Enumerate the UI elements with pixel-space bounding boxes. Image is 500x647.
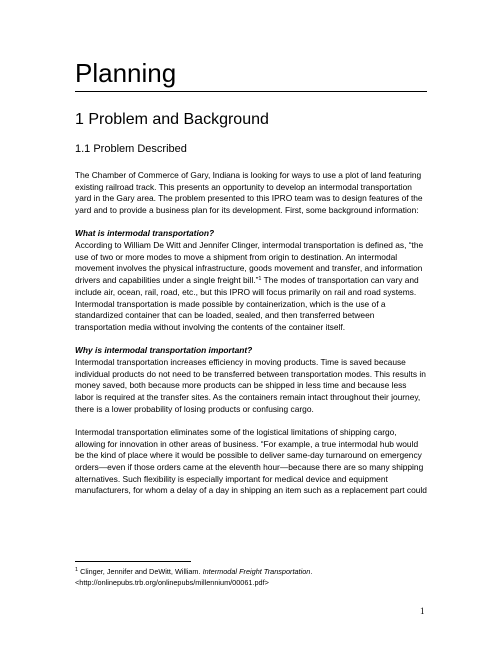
question-heading-why: Why is intermodal transportation important?	[75, 345, 253, 356]
question-heading-what: What is intermodal transportation?	[75, 228, 215, 239]
logistics-paragraph: Intermodal transportation eliminates some of the logistical limitations of shipping cargo, allowing for innovation in other areas of business. “For example, a true intermodal hub would be the kind of place where it would be possible to deliver same-day turnaround on emergency orders—even if those orders came at the eleventh hour—because there are so many shipping alternatives. Such flexibility is especially important for medical device and equipment manufacturers, for whom a delay of a day in shipping an item such as a replacement part could	[75, 426, 427, 496]
subsection-heading: 1.1 Problem Described	[75, 143, 187, 155]
footnote-title: Intermodal Freight Transportation	[202, 567, 311, 576]
footnote	[75, 567, 427, 588]
footnote-reference[interactable]: 1	[258, 276, 262, 283]
definition-text-continued: The modes of transportation can vary and include air, ocean, rail, road, etc., but this IPRO will focus primarily on rail and road systems. Intermodal transportation is made possible by containerization, which is the use of a standardized container that can be loaded, sealed, and then transferred between transportation media without involving the contents of the container itself.	[75, 275, 419, 332]
footnote-citation	[75, 567, 427, 578]
section-heading: 1 Problem and Background	[75, 111, 269, 128]
footnote-authors: Clinger, Jennifer and DeWitt, William.	[78, 567, 203, 576]
footnote-number: 1	[75, 567, 79, 573]
importance-paragraph: Intermodal transportation increases efficiency in moving products. Time is saved because individual products do not need to be transferred between transportation modes. This results in money saved, both because more products can be shipped in less time and because less labor is required at the transfer sites. As the containers remain intact throughout their journey, there is a lower probability of losing products or confusing cargo.	[75, 356, 426, 414]
definition-text: According to William De Witt and Jennifer Clinger, intermodal transportation is defined as, “the use of two or more modes to move a shipment from origin to destination. An intermodal movement involves the physical infrastructure, goods movement and transfer, and information drivers and capabilities under a single freight bill.”	[75, 240, 424, 286]
intro-paragraph: The Chamber of Commerce of Gary, Indiana is looking for ways to use a plot of land featuring existing railroad track. This presents an opportunity to develop an intermodal transportation yard in the Gary area. The problem presented to this IPRO team was to design features of the yard and to provide a business plan for its development. First, some background information:	[75, 170, 423, 216]
page-body	[75, 58, 427, 497]
footnote-separator	[75, 561, 191, 562]
page-number: 1	[420, 606, 425, 616]
definition-paragraph	[75, 240, 427, 334]
footnote-title-period: .	[310, 567, 313, 576]
chapter-title: Planning	[75, 58, 427, 92]
footnote-url[interactable]: <http://onlinepubs.trb.org/onlinepubs/millennium/00061.pdf>	[75, 577, 269, 587]
